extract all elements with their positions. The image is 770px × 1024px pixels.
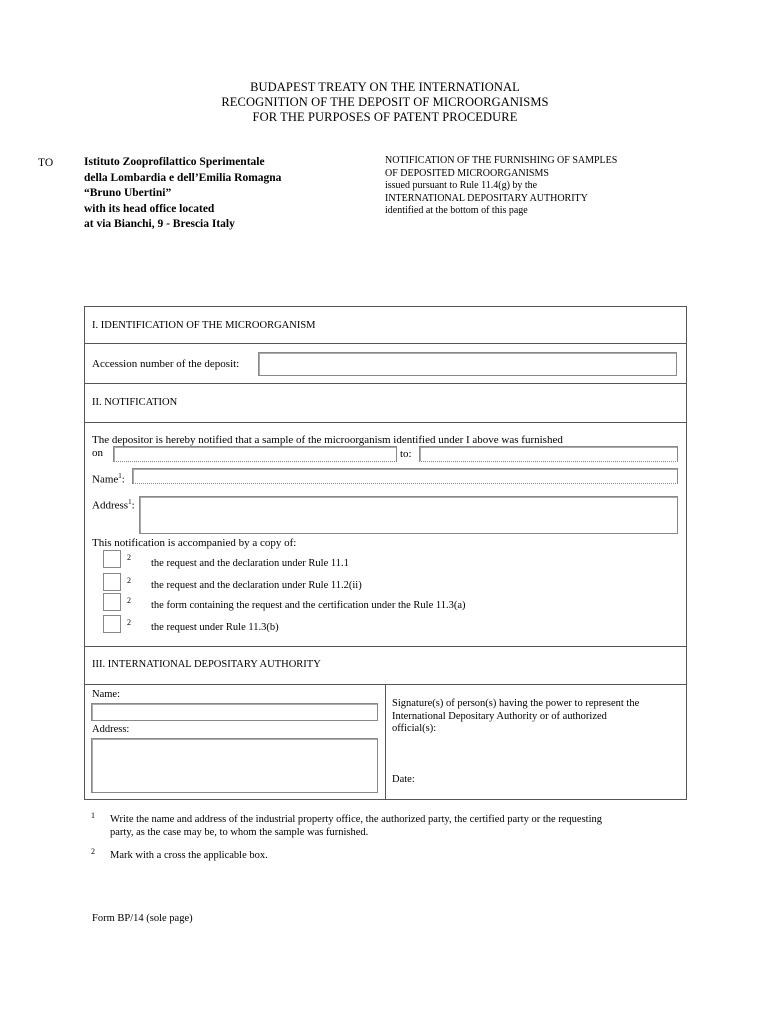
footnote-ref-2: 2 — [127, 618, 131, 627]
furnished-to-field[interactable] — [419, 446, 678, 462]
copy-item-label: the request and the declaration under Rule 11.2(ii) — [151, 580, 362, 591]
date-label: Date: — [392, 774, 415, 785]
copy-item-label: the form containing the request and the certification under the Rule 11.3(a) — [151, 600, 466, 611]
notif-line-5: identified at the bottom of this page — [385, 205, 528, 216]
addressee-line-4: with its head office located — [84, 202, 215, 215]
divider — [84, 646, 687, 647]
divider — [385, 684, 386, 800]
signature-line-2: International Depositary Authority or of authorized — [392, 710, 607, 722]
notif-line-3: issued pursuant to Rule 11.4(g) by the — [385, 180, 538, 191]
recipient-address-field[interactable] — [139, 496, 678, 534]
recipient-name-field[interactable] — [132, 468, 678, 484]
addressee-line-2: della Lombardia e dell’Emilia Romagna — [84, 171, 282, 184]
footnote-number: 2 — [91, 847, 95, 856]
checkbox-rule-11-2-ii[interactable] — [103, 573, 121, 591]
recipient-address-label-text: Address — [92, 499, 129, 512]
addressee-line-5: at via Bianchi, 9 - Brescia Italy — [84, 218, 235, 230]
signature-line-3: official(s): — [392, 723, 437, 734]
footnote-ref-1: 1 — [118, 472, 122, 480]
section2-heading: II. NOTIFICATION — [92, 397, 178, 408]
ida-address-label: Address: — [92, 724, 130, 735]
section3-heading: III. INTERNATIONAL DEPOSITARY AUTHORITY — [92, 659, 321, 670]
footnote-text: Mark with a cross the applicable box. — [110, 850, 268, 861]
title-line-1: BUDAPEST TREATY ON THE INTERNATIONAL — [250, 80, 520, 94]
furnished-on-date-field[interactable] — [113, 446, 397, 462]
addressee-line-1: Istituto Zooprofilattico Sperimentale — [84, 156, 265, 168]
addressee-block — [84, 155, 281, 233]
divider — [84, 422, 687, 423]
recipient-name-label: Name$^1$: — [92, 472, 125, 486]
title-line-3: FOR THE PURPOSES OF PATENT PROCEDURE — [252, 110, 518, 124]
title-line-2: RECOGNITION OF THE DEPOSIT OF MICROORGANISMS — [221, 95, 549, 109]
notif-line-2: OF DEPOSITED MICROORGANISMS — [385, 167, 549, 179]
copy-item-label: the request under Rule 11.3(b) — [151, 622, 279, 633]
accession-number-input[interactable] — [258, 352, 677, 376]
accession-label: Accession number of the deposit: — [92, 358, 240, 370]
recipient-address-label: Address$^1$: — [92, 498, 135, 512]
form-id: Form BP/14 (sole page) — [92, 913, 193, 924]
footnote-ref-1: 1 — [128, 498, 132, 506]
footnote-1-line-2: party, as the case may be, to whom the sample was furnished. — [110, 827, 369, 838]
ida-name-label: Name: — [92, 689, 120, 700]
divider — [84, 343, 687, 344]
divider — [84, 383, 687, 384]
checkbox-rule-11-1[interactable] — [103, 550, 121, 568]
footnote-ref-2: 2 — [127, 553, 131, 562]
footnote-ref-2: 2 — [127, 596, 131, 605]
to-label: TO — [38, 157, 54, 169]
checkbox-rule-11-3-b[interactable] — [103, 615, 121, 633]
addressee-line-3: “Bruno Ubertini” — [84, 187, 172, 199]
ida-name-field[interactable] — [91, 703, 378, 721]
on-label: on — [92, 447, 103, 459]
signature-text — [392, 698, 639, 736]
recipient-name-label-text: Name — [92, 473, 119, 486]
copy-intro: This notification is accompanied by a copy of: — [92, 537, 297, 549]
signature-line-1: Signature(s) of person(s) having the power to represent the — [392, 698, 640, 709]
checkbox-rule-11-3-a[interactable] — [103, 593, 121, 611]
copy-item-label: the request and the declaration under Rule 11.1 — [151, 558, 349, 569]
notif-line-1: NOTIFICATION OF THE FURNISHING OF SAMPLES — [385, 155, 618, 166]
notification-statement: The depositor is hereby notified that a sample of the microorganism identified under I above was furnished — [92, 434, 563, 446]
footnote-text — [110, 813, 602, 839]
notif-line-4: INTERNATIONAL DEPOSITARY AUTHORITY — [385, 192, 588, 204]
notification-info — [385, 155, 617, 218]
to-recipient-label: to: — [400, 448, 412, 460]
footnote-1-line-1: Write the name and address of the industrial property office, the authorized party, the certified party or the requesting — [110, 814, 603, 825]
footnote-number: 1 — [91, 811, 95, 820]
document-title — [0, 80, 770, 125]
section1-heading: I. IDENTIFICATION OF THE MICROORGANISM — [92, 320, 316, 331]
ida-address-field[interactable] — [91, 738, 378, 793]
footnote-ref-2: 2 — [127, 576, 131, 585]
